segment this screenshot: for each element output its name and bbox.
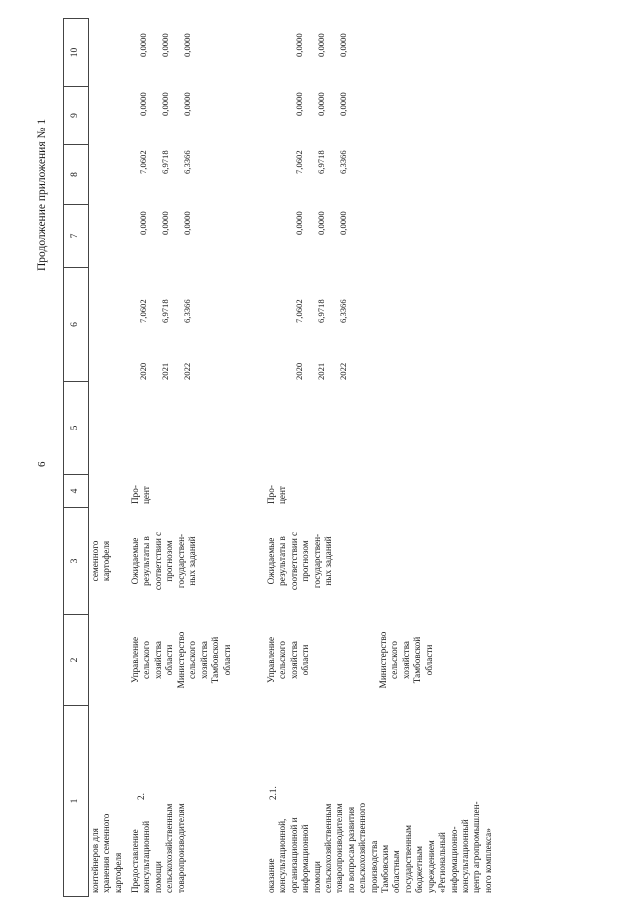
row21-col2-a bbox=[266, 616, 312, 704]
text-line: «Региональный bbox=[437, 832, 448, 893]
text-line: 6,9718 bbox=[316, 150, 326, 174]
row21-col10 bbox=[288, 33, 354, 57]
text-line: контейнеров для bbox=[90, 828, 100, 893]
text-line: 0,0000 bbox=[294, 33, 304, 57]
text-line: организационной и bbox=[288, 817, 299, 893]
header-col-3: 3 bbox=[70, 558, 80, 564]
header-col-8: 8 bbox=[70, 172, 80, 177]
continuation-label: Продолжение приложения № 1 bbox=[36, 118, 48, 271]
text-line: 0,0000 bbox=[338, 92, 348, 116]
row-number: 2. bbox=[136, 793, 146, 800]
text-line: сельского bbox=[141, 641, 152, 679]
text-line: хозяйства bbox=[288, 641, 299, 679]
text-line: хозяйства bbox=[400, 641, 411, 679]
text-line: 7,0602 bbox=[138, 299, 148, 323]
header-col-2: 2 bbox=[70, 657, 80, 663]
text-line: Тамбовской bbox=[412, 636, 423, 684]
text-line: области bbox=[300, 644, 311, 676]
text-line: прогнозом bbox=[300, 540, 311, 582]
text-line: сельскохозяйственного bbox=[357, 802, 368, 893]
header-col-10: 10 bbox=[70, 47, 80, 58]
row2-col2-a bbox=[130, 616, 176, 704]
header-col-6: 6 bbox=[70, 322, 80, 327]
text-line: цент bbox=[141, 486, 152, 504]
row21-col8 bbox=[288, 150, 354, 174]
text-line: 0,0000 bbox=[160, 33, 170, 57]
text-line: 6,9718 bbox=[316, 299, 326, 323]
text-line: 0,0000 bbox=[182, 33, 192, 57]
text-line: учреждением bbox=[425, 840, 436, 893]
text-line: областным bbox=[391, 850, 402, 893]
text-line: 6,3366 bbox=[338, 299, 348, 323]
text-line: Про- bbox=[130, 485, 140, 504]
text-line: сельского bbox=[187, 641, 198, 679]
text-line: государственным bbox=[402, 825, 413, 893]
text-line: консультационной, bbox=[277, 818, 288, 893]
text-line: 7,0602 bbox=[294, 299, 304, 323]
text-line: 6,9718 bbox=[160, 299, 170, 323]
row2-col9 bbox=[132, 92, 198, 116]
header-col-7: 7 bbox=[70, 233, 80, 239]
text-line: ного комплекса» bbox=[482, 828, 493, 893]
text-line: соответствии с bbox=[152, 531, 163, 591]
text-line: 0,0000 bbox=[338, 33, 348, 57]
text-line: соответствии с bbox=[288, 531, 299, 591]
text-line: 2021 bbox=[316, 362, 326, 380]
text-line: картофеля bbox=[101, 540, 112, 582]
text-line: 0,0000 bbox=[316, 33, 326, 57]
text-line: государствен- bbox=[175, 533, 186, 589]
row21-col7 bbox=[288, 211, 354, 235]
text-line: 2022 bbox=[338, 362, 348, 380]
row21-col9 bbox=[288, 92, 354, 116]
text-line: бюджетным bbox=[414, 846, 425, 893]
row21-col2-b bbox=[378, 616, 435, 704]
text-line: оказание bbox=[266, 858, 276, 893]
row2-col8 bbox=[132, 150, 198, 174]
row2-col1-text bbox=[130, 803, 187, 893]
text-line: 6,9718 bbox=[160, 150, 170, 174]
text-line: сельского bbox=[389, 641, 400, 679]
text-line: семенного bbox=[90, 540, 100, 582]
text-line: Тамбовской bbox=[210, 636, 221, 684]
text-line: помощи bbox=[152, 861, 163, 893]
row2-col2-b bbox=[176, 616, 233, 704]
text-line: товаропроизводителям bbox=[334, 803, 345, 893]
text-line: информационной bbox=[300, 824, 311, 893]
text-line: 6,3366 bbox=[182, 150, 192, 174]
text-line: 0,0000 bbox=[294, 211, 304, 235]
page-number: 6 bbox=[36, 461, 48, 467]
text-line: 2020 bbox=[138, 362, 148, 380]
header-bottom-border bbox=[88, 18, 89, 897]
text-line: сельскохозяйственным bbox=[323, 803, 334, 893]
text-line: 2022 bbox=[182, 362, 192, 380]
text-line: производства bbox=[368, 840, 379, 893]
text-line: сельскохозяйственным bbox=[164, 803, 175, 893]
text-line: области bbox=[164, 644, 175, 676]
text-line: Управление bbox=[266, 636, 276, 684]
text-line: Тамбовским bbox=[380, 844, 391, 893]
text-line: 2020 bbox=[294, 362, 304, 380]
row21-col6 bbox=[288, 299, 354, 323]
text-line: области bbox=[221, 644, 232, 676]
carry-col1 bbox=[90, 814, 124, 893]
text-line: Про- bbox=[266, 485, 276, 504]
text-line: 0,0000 bbox=[316, 211, 326, 235]
text-line: области bbox=[423, 644, 434, 676]
text-line: Предоставление bbox=[130, 829, 140, 893]
row21-col1-text bbox=[266, 801, 494, 893]
text-line: Ожидаемые bbox=[130, 537, 140, 585]
text-line: по вопросам развития bbox=[345, 806, 356, 893]
text-line: прогнозом bbox=[164, 540, 175, 582]
text-line: 0,0000 bbox=[316, 92, 326, 116]
text-line: хозяйства bbox=[152, 641, 163, 679]
text-line: сельского bbox=[277, 641, 288, 679]
text-line: Ожидаемые bbox=[266, 537, 276, 585]
text-line: 0,0000 bbox=[182, 92, 192, 116]
text-line: картофеля bbox=[112, 852, 123, 893]
text-line: 6,3366 bbox=[338, 150, 348, 174]
text-line: информационно- bbox=[448, 826, 459, 893]
text-line: Управление bbox=[130, 636, 140, 684]
table-top-border bbox=[63, 18, 64, 897]
text-line: хозяйства bbox=[198, 641, 209, 679]
text-line: Министерство bbox=[176, 631, 186, 689]
header-col-4: 4 bbox=[70, 488, 80, 494]
text-line: хранения семенного bbox=[101, 813, 112, 893]
row21-col4-unit bbox=[266, 485, 289, 504]
text-line: результаты в bbox=[141, 536, 152, 586]
text-line: Министерство bbox=[378, 631, 388, 689]
carry-col3 bbox=[90, 509, 113, 613]
header-col-9: 9 bbox=[70, 113, 80, 118]
text-line: 7,0602 bbox=[294, 150, 304, 174]
text-line: государствен- bbox=[311, 533, 322, 589]
text-line: 0,0000 bbox=[294, 92, 304, 116]
header-col-5: 5 bbox=[70, 425, 80, 431]
text-line: 0,0000 bbox=[138, 92, 148, 116]
row-number: 2.1. bbox=[268, 786, 278, 800]
row2-col6 bbox=[132, 299, 198, 323]
text-line: центр агропромышлен- bbox=[471, 801, 482, 893]
text-line: товаропроизводителям bbox=[175, 803, 186, 893]
text-line: ных заданий bbox=[187, 536, 198, 586]
row21-years bbox=[288, 363, 354, 380]
row21-col3 bbox=[266, 509, 334, 613]
text-line: 0,0000 bbox=[138, 33, 148, 57]
text-line: 0,0000 bbox=[160, 92, 170, 116]
text-line: помощи bbox=[311, 861, 322, 893]
header-col-1: 1 bbox=[70, 798, 80, 804]
text-line: 2021 bbox=[160, 362, 170, 380]
text-line: 0,0000 bbox=[138, 211, 148, 235]
row2-col7 bbox=[132, 211, 198, 235]
row2-col3 bbox=[130, 509, 198, 613]
text-line: 0,0000 bbox=[160, 211, 170, 235]
text-line: результаты в bbox=[277, 536, 288, 586]
row2-years bbox=[132, 363, 198, 380]
row2-col10 bbox=[132, 33, 198, 57]
text-line: 0,0000 bbox=[182, 211, 192, 235]
text-line: цент bbox=[277, 486, 288, 504]
text-line: 6,3366 bbox=[182, 299, 192, 323]
row2-col4-unit bbox=[130, 485, 153, 504]
text-line: ных заданий bbox=[323, 536, 334, 586]
text-line: консультационной bbox=[141, 820, 152, 893]
text-line: 7,0602 bbox=[138, 150, 148, 174]
text-line: 0,0000 bbox=[338, 211, 348, 235]
col-line bbox=[63, 896, 88, 897]
text-line: консультационный bbox=[459, 819, 470, 893]
